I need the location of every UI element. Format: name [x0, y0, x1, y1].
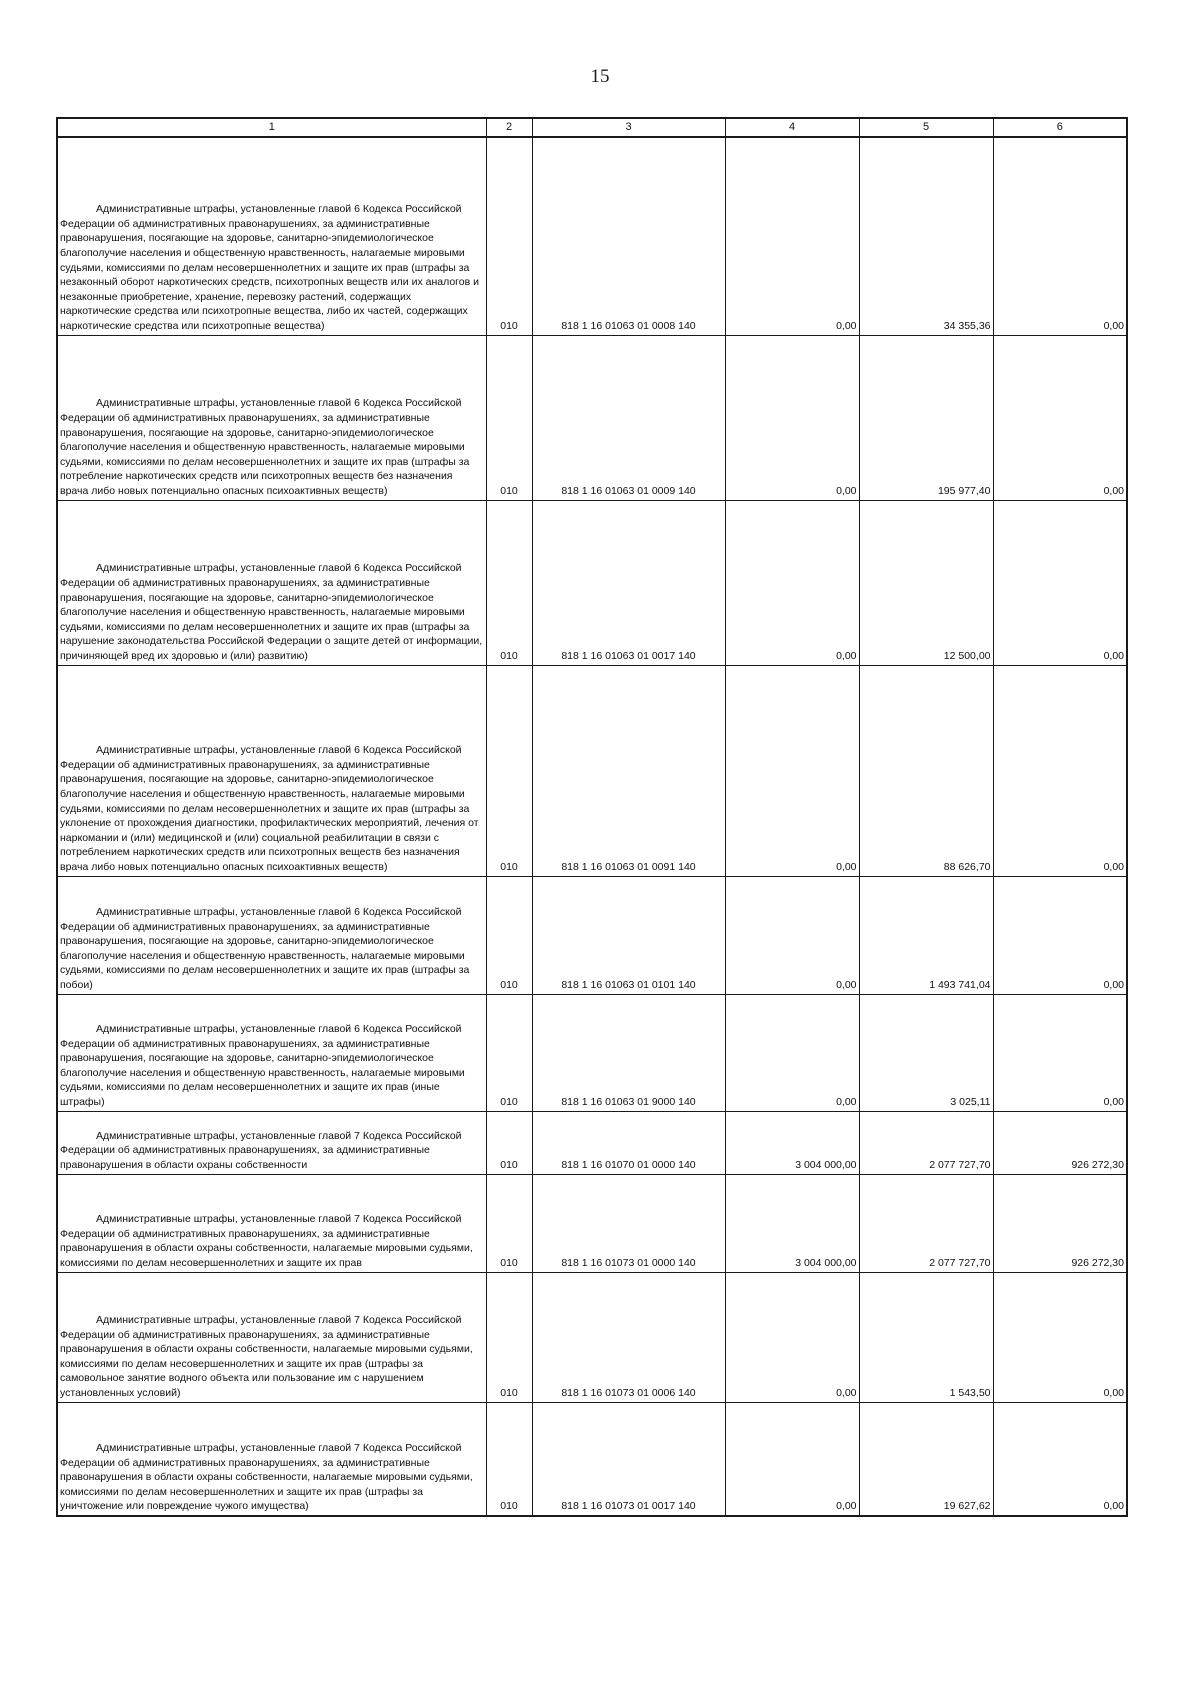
table-row	[57, 994, 1127, 1111]
row-budget-code: 818 1 16 01070 01 0000 140	[532, 1111, 725, 1174]
header-row	[57, 118, 1127, 137]
row-budget-code: 818 1 16 01063 01 0091 140	[532, 665, 725, 876]
table-header	[57, 118, 1127, 137]
row-line-code: 010	[486, 500, 532, 665]
row-description: Административные штрафы, установленные главой 7 Кодекса Российской Федерации об административных правонарушениях, за административные правонарушения в области охраны собственности	[57, 1111, 486, 1174]
row-col4-value: 0,00	[725, 1402, 859, 1516]
row-description: Административные штрафы, установленные главой 6 Кодекса Российской Федерации об административных правонарушениях, за административные правонарушения, посягающие на здоровье, санитарно-эпидемиологическое благополучие населения и общественную нравственность, налагаемые мировыми судьями, комиссиями по делам несовершеннолетних и защите их прав (штрафы за незаконный оборот наркотических средств, психотропных веществ или их аналогов и незаконные приобретение, хранение, перевозку растений, содержащих наркотические средства или психотропные вещества, либо их частей, содержащих наркотические средства или психотропные вещества)	[57, 137, 486, 335]
page-number: 15	[590, 66, 610, 87]
row-col4-value: 0,00	[725, 994, 859, 1111]
row-budget-code: 818 1 16 01063 01 0008 140	[532, 137, 725, 335]
row-description: Административные штрафы, установленные главой 6 Кодекса Российской Федерации об административных правонарушениях, за административные правонарушения, посягающие на здоровье, санитарно-эпидемиологическое благополучие населения и общественную нравственность, налагаемые мировыми судьями, комиссиями по делам несовершеннолетних и защите их прав (штрафы за побои)	[57, 876, 486, 994]
table-row	[57, 1111, 1127, 1174]
row-col6-value: 0,00	[993, 1272, 1127, 1402]
row-col4-value: 0,00	[725, 137, 859, 335]
header-col-3: 3	[532, 118, 725, 137]
row-description: Административные штрафы, установленные главой 7 Кодекса Российской Федерации об административных правонарушениях, за административные правонарушения в области охраны собственности, налагаемые мировыми судьями, комиссиями по делам несовершеннолетних и защите их прав (штрафы за уничтожение или повреждение чужого имущества)	[57, 1402, 486, 1516]
row-col5-value: 2 077 727,70	[859, 1111, 993, 1174]
row-description: Административные штрафы, установленные главой 6 Кодекса Российской Федерации об административных правонарушениях, за административные правонарушения, посягающие на здоровье, санитарно-эпидемиологическое благополучие населения и общественную нравственность, налагаемые мировыми судьями, комиссиями по делам несовершеннолетних и защите их прав (иные штрафы)	[57, 994, 486, 1111]
row-budget-code: 818 1 16 01073 01 0017 140	[532, 1402, 725, 1516]
row-col5-value: 19 627,62	[859, 1402, 993, 1516]
row-budget-code: 818 1 16 01073 01 0006 140	[532, 1272, 725, 1402]
row-col6-value: 0,00	[993, 1402, 1127, 1516]
row-col6-value: 0,00	[993, 665, 1127, 876]
row-line-code: 010	[486, 1272, 532, 1402]
row-description: Административные штрафы, установленные главой 6 Кодекса Российской Федерации об административных правонарушениях, за административные правонарушения, посягающие на здоровье, санитарно-эпидемиологическое благополучие населения и общественную нравственность, налагаемые мировыми судьями, комиссиями по делам несовершеннолетних и защите их прав (штрафы за нарушение законодательства Российской Федерации о защите детей от информации, причиняющей вред их здоровью и (или) развитию)	[57, 500, 486, 665]
row-col5-value: 3 025,11	[859, 994, 993, 1111]
row-col4-value: 3 004 000,00	[725, 1174, 859, 1272]
row-budget-code: 818 1 16 01063 01 0009 140	[532, 335, 725, 500]
row-col4-value: 0,00	[725, 335, 859, 500]
table-row	[57, 876, 1127, 994]
revenue-table	[56, 117, 1128, 1517]
header-col-6: 6	[993, 118, 1127, 137]
table-row	[57, 665, 1127, 876]
row-col4-value: 3 004 000,00	[725, 1111, 859, 1174]
header-col-4: 4	[725, 118, 859, 137]
table-row	[57, 1402, 1127, 1516]
row-col6-value: 0,00	[993, 335, 1127, 500]
row-col5-value: 34 355,36	[859, 137, 993, 335]
row-col4-value: 0,00	[725, 1272, 859, 1402]
row-description: Административные штрафы, установленные главой 6 Кодекса Российской Федерации об административных правонарушениях, за административные правонарушения, посягающие на здоровье, санитарно-эпидемиологическое благополучие населения и общественную нравственность, налагаемые мировыми судьями, комиссиями по делам несовершеннолетних и защите их прав (штрафы за потребление наркотических средств или психотропных веществ без назначения врача либо новых потенциально опасных психоактивных веществ)	[57, 335, 486, 500]
table-body	[57, 137, 1127, 1516]
row-description: Административные штрафы, установленные главой 6 Кодекса Российской Федерации об административных правонарушениях, за административные правонарушения, посягающие на здоровье, санитарно-эпидемиологическое благополучие населения и общественную нравственность, налагаемые мировыми судьями, комиссиями по делам несовершеннолетних и защите их прав (штрафы за уклонение от прохождения диагностики, профилактических мероприятий, лечения от наркомании и (или) медицинской и (или) социальной реабилитации в связи с потреблением наркотических средств или психотропных веществ без назначения врача либо новых потенциально опасных психоактивных веществ)	[57, 665, 486, 876]
row-col4-value: 0,00	[725, 500, 859, 665]
row-col6-value: 0,00	[993, 500, 1127, 665]
row-col5-value: 195 977,40	[859, 335, 993, 500]
row-line-code: 010	[486, 1111, 532, 1174]
row-description: Административные штрафы, установленные главой 7 Кодекса Российской Федерации об административных правонарушениях, за административные правонарушения в области охраны собственности, налагаемые мировыми судьями, комиссиями по делам несовершеннолетних и защите их прав	[57, 1174, 486, 1272]
header-col-2: 2	[486, 118, 532, 137]
row-col4-value: 0,00	[725, 876, 859, 994]
table-row	[57, 1174, 1127, 1272]
row-line-code: 010	[486, 137, 532, 335]
table-row	[57, 1272, 1127, 1402]
table-row	[57, 137, 1127, 335]
row-line-code: 010	[486, 335, 532, 500]
header-col-1: 1	[57, 118, 486, 137]
table-row	[57, 500, 1127, 665]
row-budget-code: 818 1 16 01063 01 9000 140	[532, 994, 725, 1111]
row-budget-code: 818 1 16 01063 01 0101 140	[532, 876, 725, 994]
row-line-code: 010	[486, 1174, 532, 1272]
row-line-code: 010	[486, 994, 532, 1111]
row-col5-value: 12 500,00	[859, 500, 993, 665]
row-col6-value: 0,00	[993, 137, 1127, 335]
row-line-code: 010	[486, 665, 532, 876]
header-col-5: 5	[859, 118, 993, 137]
row-line-code: 010	[486, 1402, 532, 1516]
row-col6-value: 926 272,30	[993, 1111, 1127, 1174]
row-col5-value: 88 626,70	[859, 665, 993, 876]
row-line-code: 010	[486, 876, 532, 994]
table-row	[57, 335, 1127, 500]
row-col6-value: 0,00	[993, 876, 1127, 994]
row-col6-value: 0,00	[993, 994, 1127, 1111]
row-col5-value: 1 493 741,04	[859, 876, 993, 994]
row-col4-value: 0,00	[725, 665, 859, 876]
row-col6-value: 926 272,30	[993, 1174, 1127, 1272]
row-budget-code: 818 1 16 01063 01 0017 140	[532, 500, 725, 665]
row-description: Административные штрафы, установленные главой 7 Кодекса Российской Федерации об административных правонарушениях, за административные правонарушения в области охраны собственности, налагаемые мировыми судьями, комиссиями по делам несовершеннолетних и защите их прав (штрафы за самовольное занятие водного объекта или пользование им с нарушением установленных условий)	[57, 1272, 486, 1402]
row-budget-code: 818 1 16 01073 01 0000 140	[532, 1174, 725, 1272]
row-col5-value: 2 077 727,70	[859, 1174, 993, 1272]
row-col5-value: 1 543,50	[859, 1272, 993, 1402]
